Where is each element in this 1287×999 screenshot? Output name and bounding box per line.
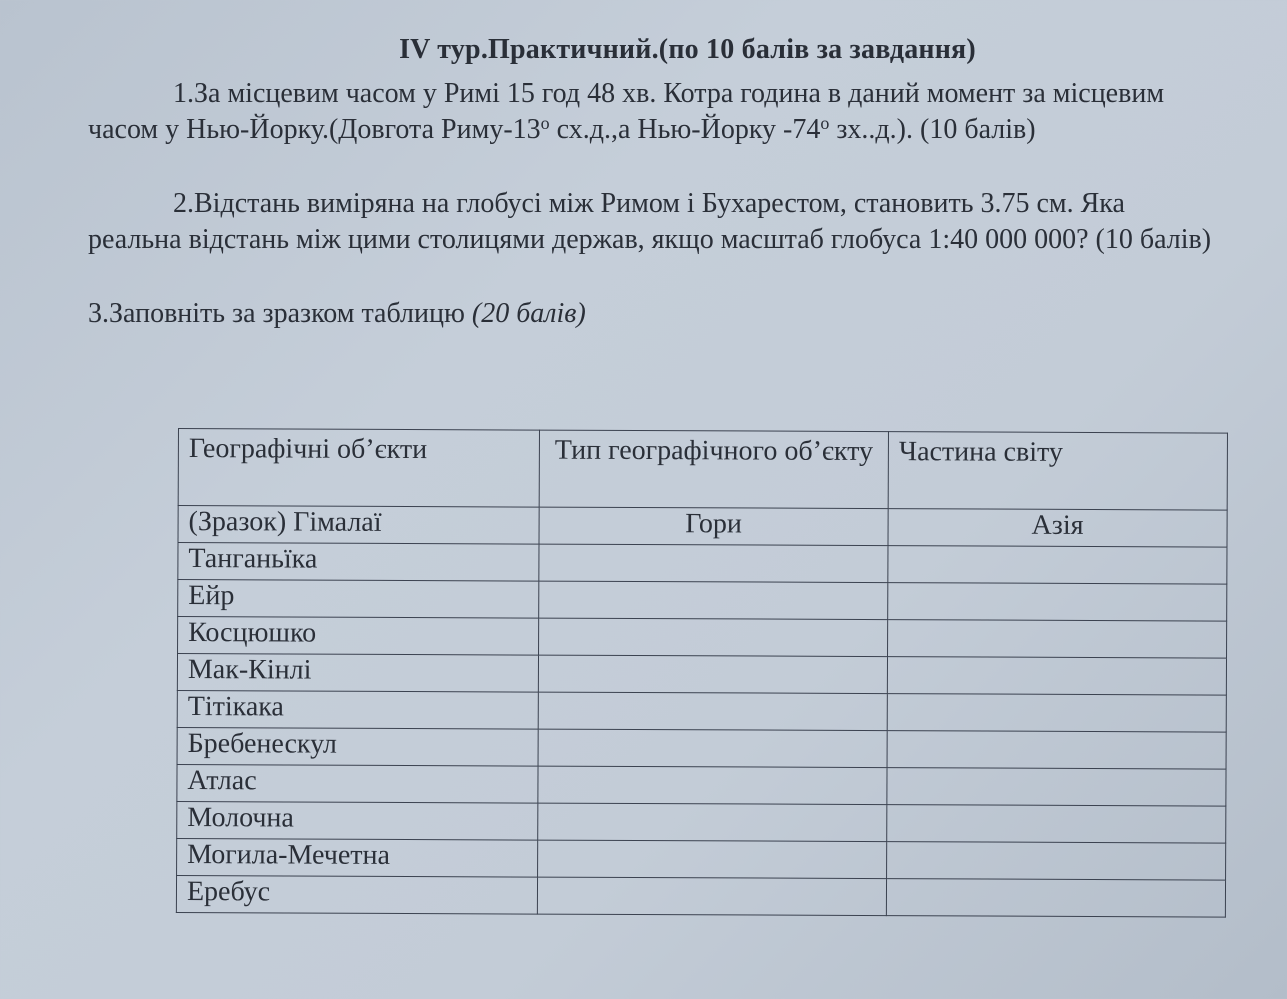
object-name-cell: Могила-Мечетна (177, 838, 538, 877)
part-of-world-cell[interactable] (888, 620, 1227, 658)
object-type-cell[interactable] (539, 544, 888, 583)
table-row (176, 875, 1225, 917)
part-of-world-cell[interactable] (887, 731, 1226, 769)
object-name-cell: Молочна (177, 801, 538, 840)
sample-object-cell: (Зразок) Гімалаї (178, 506, 539, 545)
table-row (177, 764, 1226, 806)
table-header-row (178, 429, 1227, 511)
object-name-cell: Бребенескул (177, 727, 538, 766)
task-3 (88, 296, 1218, 332)
table-row (178, 580, 1227, 622)
object-type-cell[interactable] (537, 877, 886, 916)
object-type-cell[interactable] (538, 692, 887, 731)
task-2-text: 2.Відстань виміряна на глобусі між Римом і Бухарестом, становить 3.75 см. Яка реальна відстань між цими столицями держав, якщо масштаб глобуса 1:40 000 000? (10 балів) (88, 188, 1212, 255)
sample-part-cell: Азія (888, 509, 1227, 547)
object-type-cell[interactable] (538, 803, 887, 842)
geo-objects-table (176, 428, 1228, 918)
degree-mark: о (540, 113, 550, 133)
table-row (177, 801, 1226, 843)
task-1-text-b: сх.д.,а Нью-Йорку -74 (549, 114, 821, 145)
task-3-text: 3.Заповніть за зразком таблицю (88, 298, 472, 329)
object-name-cell: Тітікака (177, 690, 538, 729)
object-type-cell[interactable] (538, 729, 887, 768)
object-type-cell[interactable] (538, 655, 887, 694)
table-row (177, 654, 1226, 696)
object-name-cell: Мак-Кінлі (177, 654, 538, 693)
part-of-world-cell[interactable] (888, 583, 1227, 621)
object-type-cell[interactable] (538, 840, 887, 879)
section-title: IV тур.Практичний.(по 10 балів за завдання) (399, 34, 976, 65)
task-3-points: (20 балів) (471, 298, 586, 329)
part-of-world-cell[interactable] (887, 842, 1226, 880)
part-of-world-cell[interactable] (887, 657, 1226, 695)
table-row (177, 727, 1226, 769)
part-of-world-cell[interactable] (888, 546, 1227, 584)
object-type-cell[interactable] (539, 581, 888, 620)
header-type: Тип географічного об’єкту (539, 430, 888, 509)
object-name-cell: Атлас (177, 764, 538, 803)
part-of-world-cell[interactable] (887, 694, 1226, 732)
degree-mark: о (820, 113, 830, 133)
object-name-cell: Еребус (176, 875, 537, 914)
header-part-of-world: Частина світу (888, 432, 1227, 510)
table-row (178, 617, 1227, 659)
part-of-world-cell[interactable] (887, 768, 1226, 806)
object-name-cell: Косцюшко (178, 617, 539, 656)
table-row (177, 838, 1226, 880)
part-of-world-cell[interactable] (887, 805, 1226, 843)
task-1 (88, 76, 1218, 148)
header-objects: Географічні об’єкти (178, 429, 539, 508)
object-type-cell[interactable] (538, 766, 887, 805)
task-1-text-a: 1.За місцевим часом у Римі 15 год 48 хв. Котра година в даний момент за місцевим часом у Нью-Йорку.(Довгота Риму-13 (88, 78, 1165, 145)
object-name-cell: Танганьїка (178, 543, 539, 582)
sample-type-cell: Гори (539, 507, 888, 546)
task-1-text-c: зх..д.). (10 балів) (829, 114, 1036, 145)
sample-row (178, 506, 1227, 548)
table-row (177, 690, 1226, 732)
object-type-cell[interactable] (539, 618, 888, 657)
table-row (178, 543, 1227, 585)
part-of-world-cell[interactable] (886, 879, 1225, 917)
object-name-cell: Ейр (178, 580, 539, 619)
task-2 (88, 186, 1218, 258)
